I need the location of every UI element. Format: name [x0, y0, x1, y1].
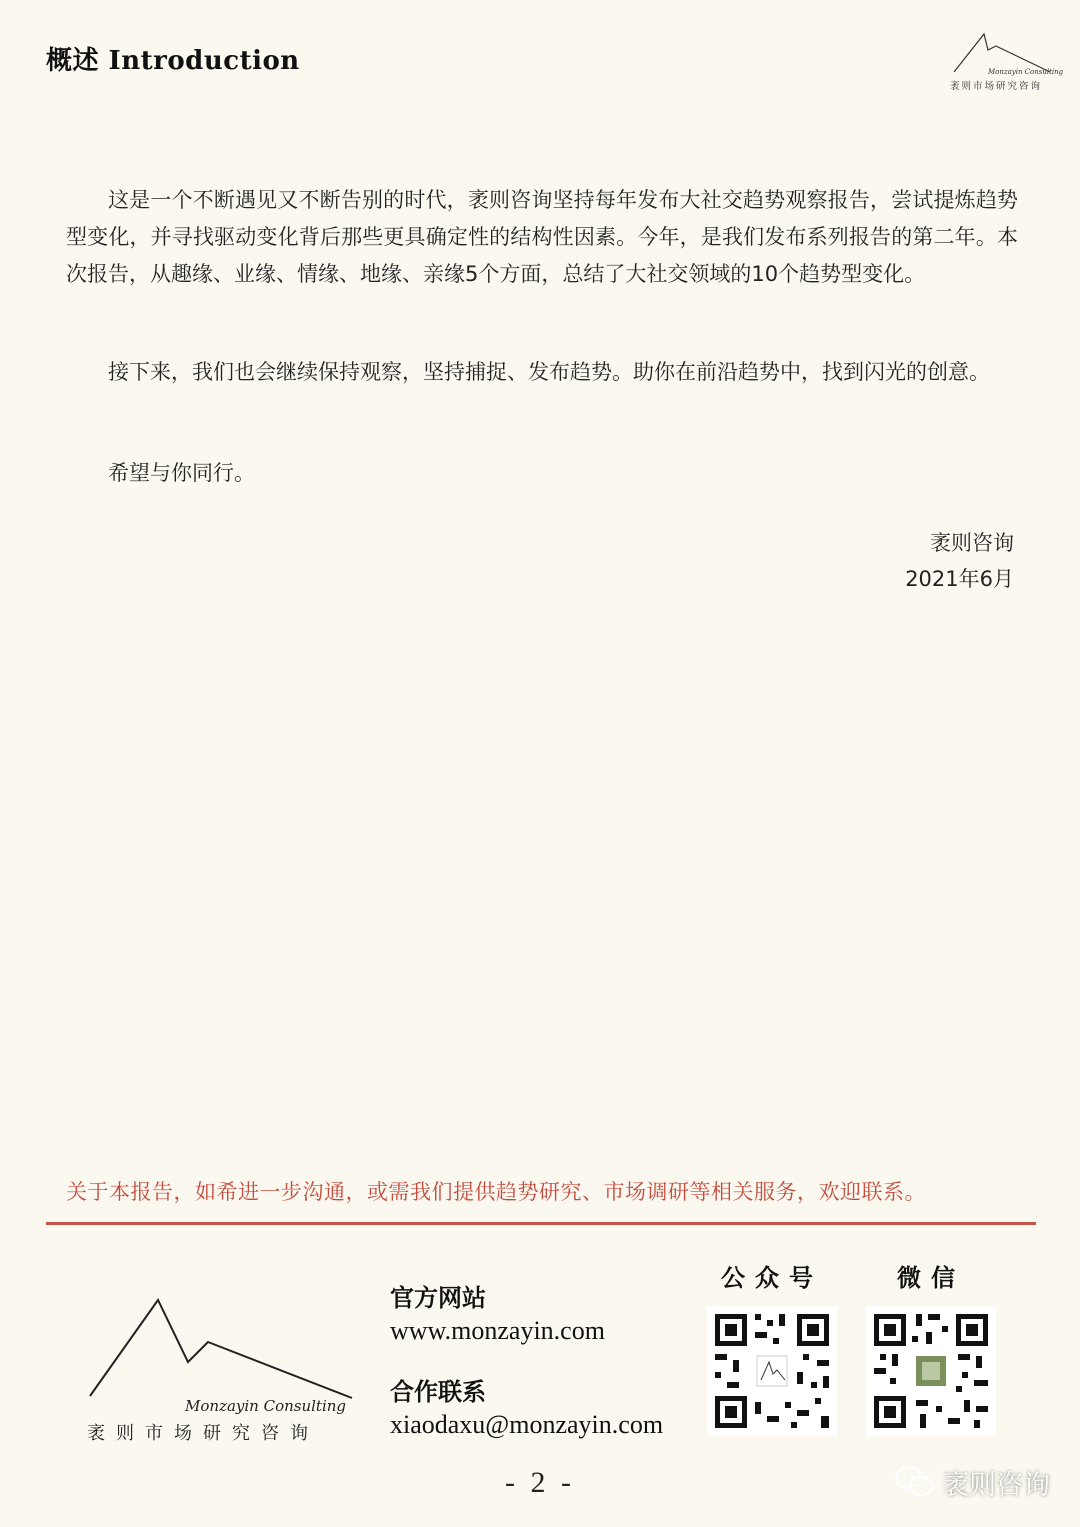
mountain-logo-icon — [82, 1294, 372, 1404]
wechat-icon — [894, 1465, 936, 1499]
page-number: - 2 - — [505, 1466, 575, 1499]
qr-code-icon — [866, 1306, 996, 1436]
intro-paragraph-2: 接下来，我们也会继续保持观察，坚持捕捉、发布趋势。助你在前沿趋势中，找到闪光的创意。 — [108, 360, 990, 384]
footer-logo-tagline: 袤则市场研究咨询 — [87, 1423, 319, 1444]
watermark — [894, 1462, 1050, 1502]
intro-paragraph-1: 这是一个不断遇见又不断告别的时代，袤则咨询坚持每年发布大社交趋势观察报告，尝试提炼趋势型变化，并寻找驱动变化背后那些更具确定性的结构性因素。今年，是我们发布系列报告的第二年。本次报告，从趣缘、业缘、情缘、地缘、亲缘5个方面，总结了大社交领域的10个趋势型变化。 — [66, 188, 1018, 286]
footer-logo — [82, 1294, 372, 1444]
qr-code-wechat[interactable] — [866, 1306, 996, 1436]
qr-official-label: 公众号 — [721, 1263, 823, 1292]
qr-wechat-label: 微信 — [897, 1263, 965, 1292]
header-logo-tagline: 袤则市场研究咨询 — [950, 81, 1043, 92]
website-label: 官方网站 — [390, 1283, 486, 1312]
website-link[interactable]: www.monzayin.com — [390, 1316, 605, 1345]
watermark-text: 袤则咨询 — [942, 1469, 1050, 1501]
qr-code-icon — [707, 1306, 837, 1436]
intro-paragraph-3: 希望与你同行。 — [108, 461, 255, 485]
footer-logo-script: Monzayin Consulting — [185, 1397, 347, 1415]
qr-code-official[interactable] — [707, 1306, 837, 1436]
footer-divider — [46, 1222, 1036, 1225]
contact-note: 关于本报告，如希进一步沟通，或需我们提供趋势研究、市场调研等相关服务，欢迎联系。 — [66, 1180, 926, 1204]
email-link[interactable]: xiaodaxu@monzayin.com — [390, 1410, 664, 1439]
signature-date: 2021年6月 — [905, 567, 1014, 591]
header-logo-script: Monzayin Consulting — [988, 68, 1064, 76]
page-title: 概述 Introduction — [46, 46, 300, 76]
cooperation-label: 合作联系 — [390, 1377, 486, 1406]
signature-org: 袤则咨询 — [930, 531, 1014, 555]
header-logo — [944, 28, 1064, 94]
